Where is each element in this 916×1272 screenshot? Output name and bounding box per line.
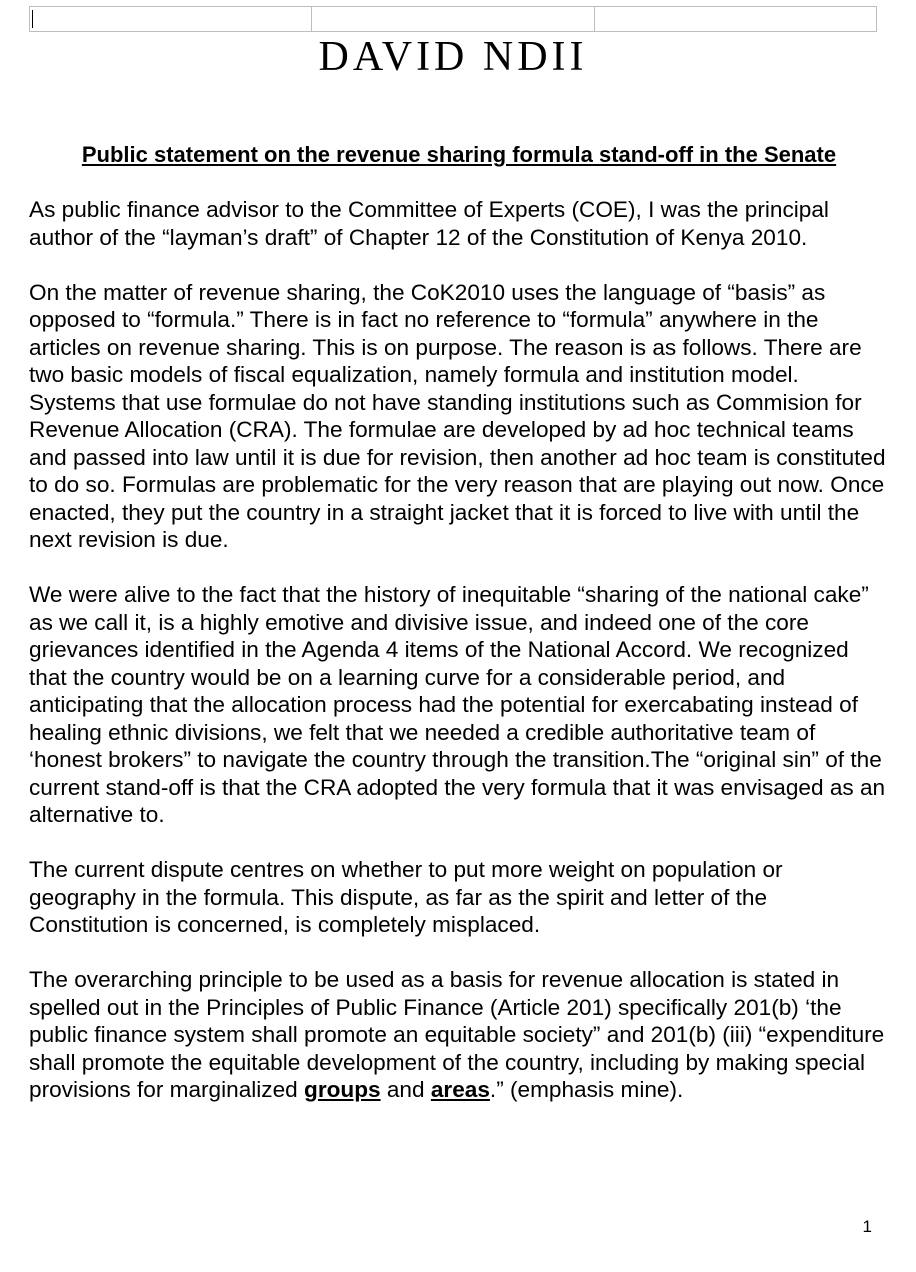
author-name: DAVID NDII xyxy=(318,34,588,80)
emphasis-groups: groups xyxy=(304,1077,381,1102)
document-title: Public statement on the revenue sharing formula stand-off in the Senate xyxy=(81,142,837,167)
paragraph-2: On the matter of revenue sharing, the CoK2010 uses the language of “basis” as opposed to “formula.” There is in fact no reference to “formula” anywhere in the articles on revenue sharing. This is on purpose. The reason is as follows. There are two basic models of fiscal equalization, namely formula and institution model. Systems that use formulae do not have standing institutions such as Commision for Revenue Allocation (CRA). The formulae are developed by ad hoc technical teams and passed into law until it is due for revision, then another ad hoc team is constituted to do so. Formulas are problematic for the very reason that are playing out now. Once enacted, they put the country in a straight jacket that it is forced to live with until the next revision is due. xyxy=(29,279,886,552)
page-number: 1 xyxy=(862,1217,872,1236)
header-cell-center[interactable] xyxy=(312,7,594,31)
document-body xyxy=(29,196,889,1131)
paragraph-5-text-between: and xyxy=(380,1077,431,1102)
paragraph-1: As public finance advisor to the Committee of Experts (COE), I was the principal author of the “layman’s draft” of Chapter 12 of the Constitution of Kenya 2010. xyxy=(29,197,829,250)
text-cursor xyxy=(32,10,33,28)
emphasis-areas: areas xyxy=(430,1077,490,1102)
paragraph-5 xyxy=(29,966,889,1104)
header-cell-left[interactable] xyxy=(30,7,312,31)
paragraph-5-text-before: The overarching principle to be used as a basis for revenue allocation is stated in spelled out in the Principles of Public Finance (Article 201) specifically 201(b) ‘the public finance system shall promote an equitable society” and 201(b) (iii) “expenditure shall promote the equitable development of the country, including by making special provisions for marginalized xyxy=(29,967,885,1102)
paragraph-5-text-after: .” (emphasis mine). xyxy=(489,1077,684,1102)
header-table xyxy=(29,6,877,32)
paragraph-4: The current dispute centres on whether to put more weight on population or geography in the formula. This dispute, as far as the spirit and letter of the Constitution is concerned, is completely misplaced. xyxy=(29,857,783,937)
header-cell-right[interactable] xyxy=(595,7,876,31)
paragraph-3: We were alive to the fact that the history of inequitable “sharing of the national cake” as we call it, is a highly emotive and divisive issue, and indeed one of the core grievances identified in the Agenda 4 items of the National Accord. We recognized that the country would be on a learning curve for a considerable period, and anticipating that the allocation process had the potential for exercabating instead of healing ethnic divisions, we felt that we needed a credible authoritative team of ‘honest brokers” to navigate the country through the transition.The “original sin” of the current stand-off is that the CRA adopted the very formula that it was envisaged as an alternative to. xyxy=(29,582,886,827)
